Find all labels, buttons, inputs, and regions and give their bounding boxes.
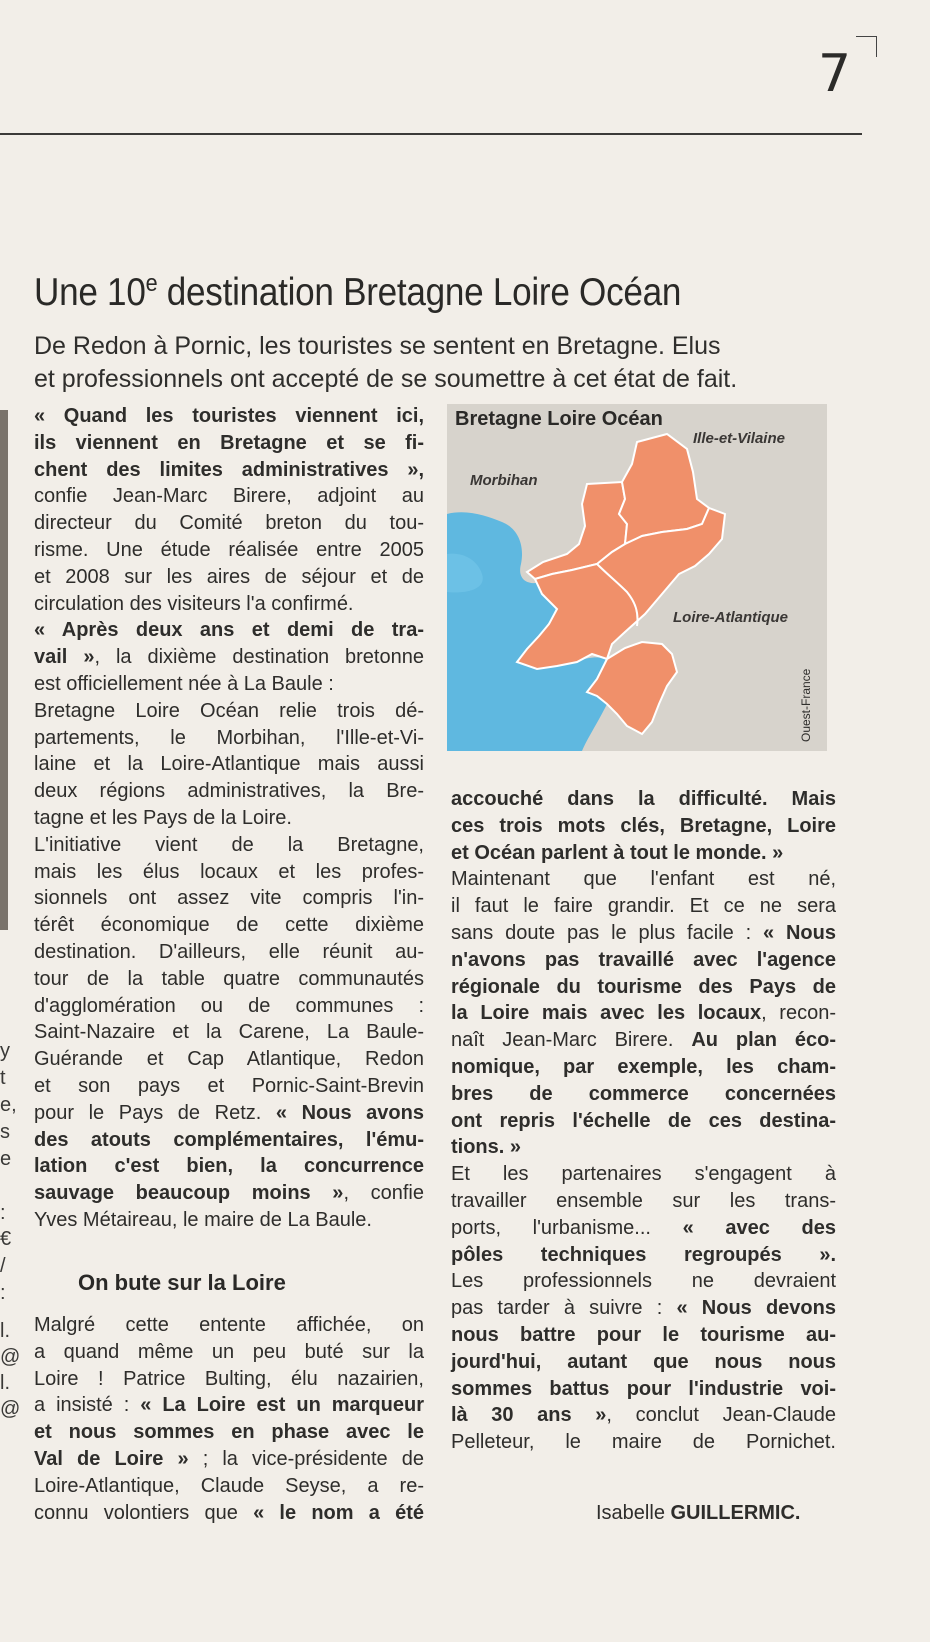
text-line: ont repris l'échelle de ces destina-: [451, 1109, 836, 1132]
text-line: directeur du Comité breton du tou-: [34, 512, 424, 535]
text-line: Bretagne Loire Océan relie trois dé-: [34, 699, 424, 722]
lede-line-1: De Redon à Pornic, les touristes se sentent en Bretagne. Elus: [34, 332, 721, 360]
text-line: nous battre pour le tourisme au-: [451, 1323, 836, 1346]
label-loire-atlantique: Loire-Atlantique: [673, 609, 788, 626]
text-line: a insisté : « La Loire est un marqueur: [34, 1394, 424, 1417]
headline: Une 10e destination Bretagne Loire Océan: [34, 270, 682, 314]
text-line: jourd'hui, autant que nous nous: [451, 1350, 836, 1373]
text-line: sauvage beaucoup moins », confie: [34, 1182, 424, 1205]
text-line: circulation des visiteurs l'a confirmé.: [34, 592, 354, 615]
margin-fragment: e: [0, 1148, 12, 1170]
text-line: travailler ensemble sur les trans-: [451, 1189, 836, 1212]
text-line: Pelleteur, le maire de Pornichet.: [451, 1431, 836, 1454]
text-line: Malgré cette entente affichée, on: [34, 1314, 424, 1336]
text-line: deux régions administratives, la Bre-: [34, 780, 424, 803]
label-morbihan: Morbihan: [470, 472, 538, 489]
text-line: térêt économique de cette dixième: [34, 914, 424, 937]
text-line: d'agglomération ou de communes :: [34, 994, 424, 1017]
text-line: Les professionnels ne devraient: [451, 1270, 836, 1293]
margin-fragment: l.: [0, 1320, 10, 1342]
text-line: risme. Une étude réalisée entre 2005: [34, 538, 424, 561]
text-line: accouché dans la difficulté. Mais: [451, 788, 836, 810]
text-line: sommes battus pour l'industrie voi-: [451, 1377, 836, 1400]
text-line: il faut le faire grandir. Et ce ne sera: [451, 895, 836, 918]
text-line: Val de Loire » ; la vice-présidente de: [34, 1447, 424, 1470]
map-title: Bretagne Loire Océan: [455, 408, 663, 430]
text-line: Guérande et Cap Atlantique, Redon: [34, 1048, 424, 1071]
text-line: tour de la table quatre communautés: [34, 967, 424, 990]
margin-fragment: :: [0, 1282, 6, 1304]
text-line: Saint-Nazaire et la Carene, La Baule-: [34, 1021, 424, 1044]
lede: [34, 330, 834, 396]
text-line: tions. »: [451, 1136, 522, 1159]
text-line: ces trois mots clés, Bretagne, Loire: [451, 814, 836, 837]
text-line: laine et la Loire-Atlantique mais aussi: [34, 753, 424, 776]
text-line: régionale du tourisme des Pays de: [451, 975, 836, 998]
text-line: destination. D'ailleurs, elle réunit au-: [34, 940, 424, 963]
text-line: Yves Métaireau, le maire de La Baule.: [34, 1208, 372, 1231]
text-line: confie Jean-Marc Birere, adjoint au: [34, 485, 424, 508]
text-line: est officiellement née à La Baule :: [34, 672, 334, 695]
author-signature: Isabelle GUILLERMIC.: [596, 1502, 801, 1524]
margin-fragment: t: [0, 1067, 6, 1089]
article-column-2: [451, 786, 836, 1456]
page-number: 7: [818, 44, 852, 104]
text-line: nomique, par exemple, les cham-: [451, 1055, 836, 1078]
map-credit: Ouest-France: [799, 668, 813, 742]
bleed-through-text: [0, 80, 18, 156]
text-line: pôles techniques regroupés ».: [451, 1243, 836, 1266]
adjacent-photo-edge: [0, 410, 8, 930]
text-line: ils viennent en Bretagne et se fi-: [34, 431, 424, 454]
text-line: sionnels ont assez vite compris l'in-: [34, 887, 424, 910]
margin-fragment: s: [0, 1121, 10, 1143]
text-line: là 30 ans », conclut Jean-Claude: [451, 1404, 836, 1427]
margin-fragment: @: [0, 1398, 21, 1420]
text-line: L'initiative vient de la Bretagne,: [34, 833, 424, 856]
text-line: naît Jean-Marc Birere. Au plan éco-: [451, 1029, 836, 1052]
text-line: et 2008 sur les aires de séjour et de: [34, 565, 424, 588]
crop-mark: [856, 36, 877, 57]
map-graphic: [447, 404, 827, 751]
text-line: « Après deux ans et demi de tra-: [34, 619, 424, 642]
text-line: vail », la dixième destination bretonne: [34, 646, 424, 669]
text-line: ports, l'urbanisme... « avec des: [451, 1216, 836, 1239]
margin-fragment: :: [0, 1202, 6, 1224]
text-line: et son pays et Pornic-Saint-Brevin: [34, 1074, 424, 1097]
text-line: tagne et les Pays de la Loire.: [34, 806, 292, 829]
text-line: des atouts complémentaires, l'ému-: [34, 1128, 424, 1151]
margin-fragment: e,: [0, 1094, 17, 1116]
margin-fragment: @: [0, 1346, 21, 1368]
text-line: pas tarder à suivre : « Nous devons: [451, 1297, 836, 1320]
region-map: [447, 404, 827, 751]
text-line: Loire ! Patrice Bulting, élu nazairien,: [34, 1367, 424, 1390]
text-line: pour le Pays de Retz. « Nous avons: [34, 1101, 424, 1124]
text-line: lation c'est bien, la concurrence: [34, 1155, 424, 1178]
text-line: partements, le Morbihan, l'Ille-et-Vi-: [34, 726, 424, 749]
text-line: et nous sommes en phase avec le: [34, 1421, 424, 1444]
text-line: chent des limites administratives »,: [34, 458, 424, 481]
margin-fragment: l.: [0, 1372, 10, 1394]
text-line: a quand même un peu buté sur la: [34, 1340, 424, 1363]
text-line: Loire-Atlantique, Claude Seyse, a re-: [34, 1474, 424, 1497]
text-line: la Loire mais avec les locaux, recon-: [451, 1002, 836, 1025]
text-line: bres de commerce concernées: [451, 1082, 836, 1105]
text-line: connu volontiers que « le nom a été: [34, 1501, 424, 1524]
text-line: sans doute pas le plus facile : « Nous: [451, 921, 836, 944]
text-line: et Océan parlent à tout le monde. »: [451, 841, 784, 864]
margin-fragment: €: [0, 1228, 12, 1250]
margin-fragment: /: [0, 1255, 6, 1277]
margin-fragment: y: [0, 1040, 10, 1062]
text-line: Et les partenaires s'engagent à: [451, 1163, 836, 1186]
article-column-1-continued: [34, 1312, 424, 1526]
text-line: Maintenant que l'enfant est né,: [451, 868, 836, 891]
lede-line-2: et professionnels ont accepté de se soumettre à cet état de fait.: [34, 365, 738, 393]
text-line: « Quand les touristes viennent ici,: [34, 405, 424, 427]
text-line: n'avons pas travaillé avec l'agence: [451, 948, 836, 971]
text-line: mais les élus locaux et les profes-: [34, 860, 424, 883]
label-ille-et-vilaine: Ille-et-Vilaine: [693, 430, 785, 447]
subheading: On bute sur la Loire: [78, 1270, 286, 1295]
article-column-1: [34, 403, 424, 1234]
header-rule: [0, 133, 862, 135]
